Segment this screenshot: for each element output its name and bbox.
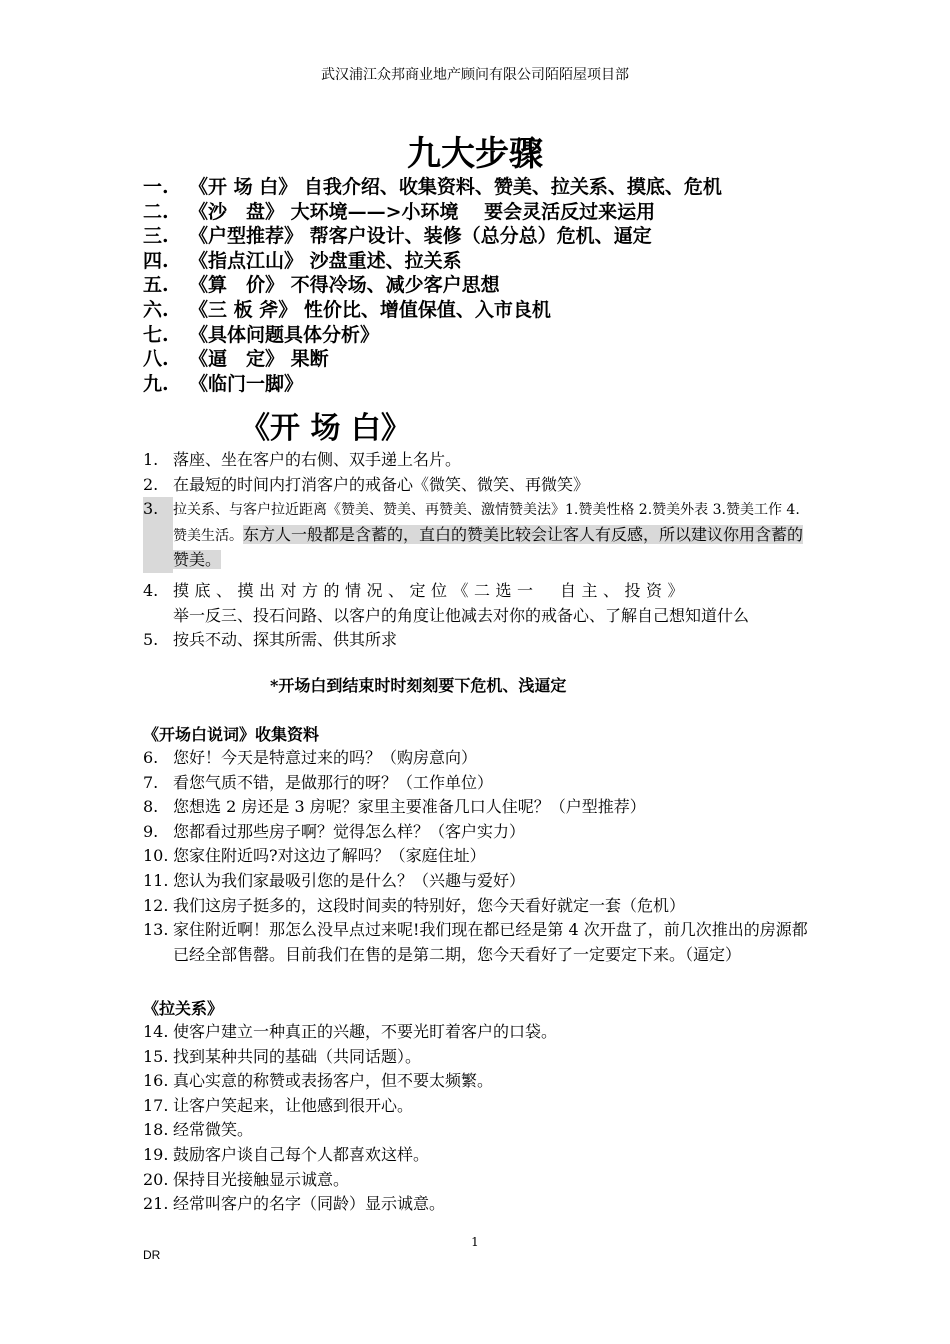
list-item bbox=[143, 746, 808, 771]
item-text: 鼓励客户谈自己每个人都喜欢这样。 bbox=[173, 1144, 430, 1164]
steps-list bbox=[143, 175, 833, 396]
item-text: 《户型推荐》 帮客户设计、装修（总分总）危机、逼定 bbox=[189, 225, 652, 248]
item-number: 16. bbox=[143, 1071, 169, 1091]
list-item bbox=[143, 497, 808, 573]
item-number: 7. bbox=[143, 772, 159, 792]
list-item bbox=[143, 579, 808, 628]
list-item bbox=[143, 372, 833, 397]
item-text: 您家住附近吗?对这边了解吗？（家庭住址） bbox=[173, 846, 486, 866]
item-number: 二. bbox=[143, 200, 169, 223]
list-item bbox=[143, 1143, 808, 1168]
item-text: 《逼 定》 果断 bbox=[189, 348, 329, 371]
item-text: 家住附近啊！那怎么没早点过来呢!我们现在都已经是第 4 次开盘了，前几次推出的房源都已经全部售罄。目前我们在售的是第二期，您今天看好了一定要定下来。（逼定） bbox=[173, 920, 808, 964]
page-header: 武汉浦江众邦商业地产顾问有限公司陌陌屋项目部 bbox=[321, 67, 629, 83]
item-text: 您都看过那些房子啊？觉得怎么样？（客户实力） bbox=[173, 821, 526, 841]
item-number: 九. bbox=[143, 372, 169, 395]
list-item bbox=[143, 298, 833, 323]
item-text: 经常微笑。 bbox=[173, 1120, 254, 1140]
item-number: 四. bbox=[143, 249, 169, 272]
item-number: 一. bbox=[143, 176, 169, 198]
item-number: 20. bbox=[143, 1169, 169, 1189]
opening-note: *开场白到结束时时刻刻要下危机、浅逼定 bbox=[270, 676, 567, 695]
item-text: 《算 价》 不得冷场、减少客户思想 bbox=[189, 274, 500, 297]
item-text: 使客户建立一种真正的兴趣，不要光盯着客户的口袋。 bbox=[173, 1022, 558, 1041]
item-text: 《指点江山》 沙盘重述、拉关系 bbox=[189, 249, 462, 272]
item-number: 3. bbox=[143, 497, 173, 573]
list-item bbox=[143, 628, 808, 653]
list-item bbox=[143, 323, 833, 348]
item-text: 《三 板 斧》 性价比、增值保值、入市良机 bbox=[189, 298, 551, 321]
item-text: 《开 场 白》 自我介绍、收集资料、赞美、拉关系、摸底、危机 bbox=[189, 176, 722, 198]
item-number: 七. bbox=[143, 323, 169, 346]
item-text: 我们这房子挺多的，这段时间卖的特别好，您今天看好就定一套（危机） bbox=[173, 895, 686, 915]
item-number: 6. bbox=[143, 748, 159, 767]
list-item bbox=[143, 1094, 808, 1119]
item-text: 拉关系、与客户拉近距离《赞美、赞美、再赞美、激情赞美法》1.赞美性格 2.赞美外表 3.赞美工作 4.赞美生活。 bbox=[173, 502, 800, 544]
list-item bbox=[143, 1069, 808, 1094]
item-text: 《具体问题具体分析》 bbox=[189, 323, 380, 346]
page-footer: DR bbox=[143, 1248, 161, 1262]
section-title-script: 《开场白说词》收集资料 bbox=[143, 725, 320, 744]
item-text: 摸底、摸出对方的情况、定位《二选一 自主、投资》 bbox=[173, 580, 690, 600]
list-item bbox=[143, 200, 833, 225]
page-number: 1 bbox=[471, 1235, 479, 1249]
item-text: 《临门一脚》 bbox=[189, 372, 304, 395]
item-number: 10. bbox=[143, 846, 169, 866]
item-number: 19. bbox=[143, 1144, 169, 1164]
item-text: 《沙 盘》 大环境——>小环境 要会灵活反过来运用 bbox=[189, 200, 656, 223]
opening-list bbox=[143, 448, 808, 653]
item-text: 经常叫客户的名字（同龄）显示诚意。 bbox=[173, 1194, 446, 1214]
item-number: 9. bbox=[143, 821, 159, 841]
item-text: 您好！今天是特意过来的吗？（购房意向） bbox=[173, 748, 478, 767]
item-text: 找到某种共同的基础（共同话题）。 bbox=[173, 1046, 422, 1066]
section-title-relation: 《拉关系》 bbox=[143, 999, 224, 1018]
item-text: 您认为我们家最吸引您的是什么？（兴趣与爱好） bbox=[173, 870, 526, 890]
item-text: 落座、坐在客户的右侧、双手递上名片。 bbox=[173, 450, 462, 469]
item-number: 1. bbox=[143, 450, 159, 469]
list-item bbox=[143, 224, 833, 249]
item-number: 12. bbox=[143, 895, 169, 915]
relation-list bbox=[143, 1020, 808, 1217]
list-item bbox=[143, 820, 808, 845]
list-item bbox=[143, 249, 833, 274]
item-number: 21. bbox=[143, 1194, 169, 1214]
item-number: 5. bbox=[143, 630, 159, 650]
item-text: 让客户笑起来，让他感到很开心。 bbox=[173, 1095, 414, 1115]
list-item bbox=[143, 844, 808, 869]
list-item bbox=[143, 918, 808, 967]
list-item bbox=[143, 473, 808, 498]
item-number: 2. bbox=[143, 474, 159, 494]
list-item bbox=[143, 1192, 808, 1217]
list-item bbox=[143, 347, 833, 372]
item-number: 17. bbox=[143, 1095, 169, 1115]
item-number: 14. bbox=[143, 1022, 169, 1041]
list-item bbox=[143, 894, 808, 919]
page-title: 九大步骤 bbox=[407, 134, 543, 174]
item-number: 13. bbox=[143, 920, 169, 940]
item-text: 在最短的时间内打消客户的戒备心《微笑、微笑、再微笑》 bbox=[173, 474, 590, 494]
list-item bbox=[143, 175, 833, 200]
item-text: 真心实意的称赞或表扬客户，但不要太频繁。 bbox=[173, 1071, 494, 1091]
item-number: 八. bbox=[143, 348, 169, 371]
highlighted-text: 东方人一般都是含蓄的，直白的赞美比较会让客人有反感，所以建议你用含蓄的赞美。 bbox=[173, 524, 804, 570]
list-item bbox=[143, 273, 833, 298]
item-number: 五. bbox=[143, 274, 169, 297]
script-list bbox=[143, 746, 808, 967]
item-text: 举一反三、投石问路、以客户的角度让他减去对你的戒备心、了解自己想知道什么 bbox=[173, 605, 750, 625]
item-number: 三. bbox=[143, 225, 169, 248]
list-item bbox=[143, 1045, 808, 1070]
item-text: 保持目光接触显示诚意。 bbox=[173, 1169, 350, 1189]
list-item bbox=[143, 448, 808, 473]
list-item bbox=[143, 795, 808, 820]
item-number: 18. bbox=[143, 1120, 169, 1140]
item-text: 您想选 2 房还是 3 房呢？家里主要准备几口人住呢？（户型推荐） bbox=[173, 797, 646, 817]
item-number: 11. bbox=[143, 870, 169, 890]
list-item bbox=[143, 1118, 808, 1143]
item-number: 六. bbox=[143, 298, 169, 321]
item-text: 按兵不动、探其所需、供其所求 bbox=[173, 630, 398, 650]
item-text: 看您气质不错，是做那行的呀？（工作单位） bbox=[173, 772, 494, 792]
item-number: 15. bbox=[143, 1046, 169, 1066]
list-item bbox=[143, 1168, 808, 1193]
list-item bbox=[143, 1020, 808, 1045]
item-number: 4. bbox=[143, 580, 159, 600]
item-number: 8. bbox=[143, 797, 159, 817]
list-item bbox=[143, 771, 808, 796]
list-item bbox=[143, 869, 808, 894]
section-title-opening: 《开 场 白》 bbox=[240, 411, 411, 446]
